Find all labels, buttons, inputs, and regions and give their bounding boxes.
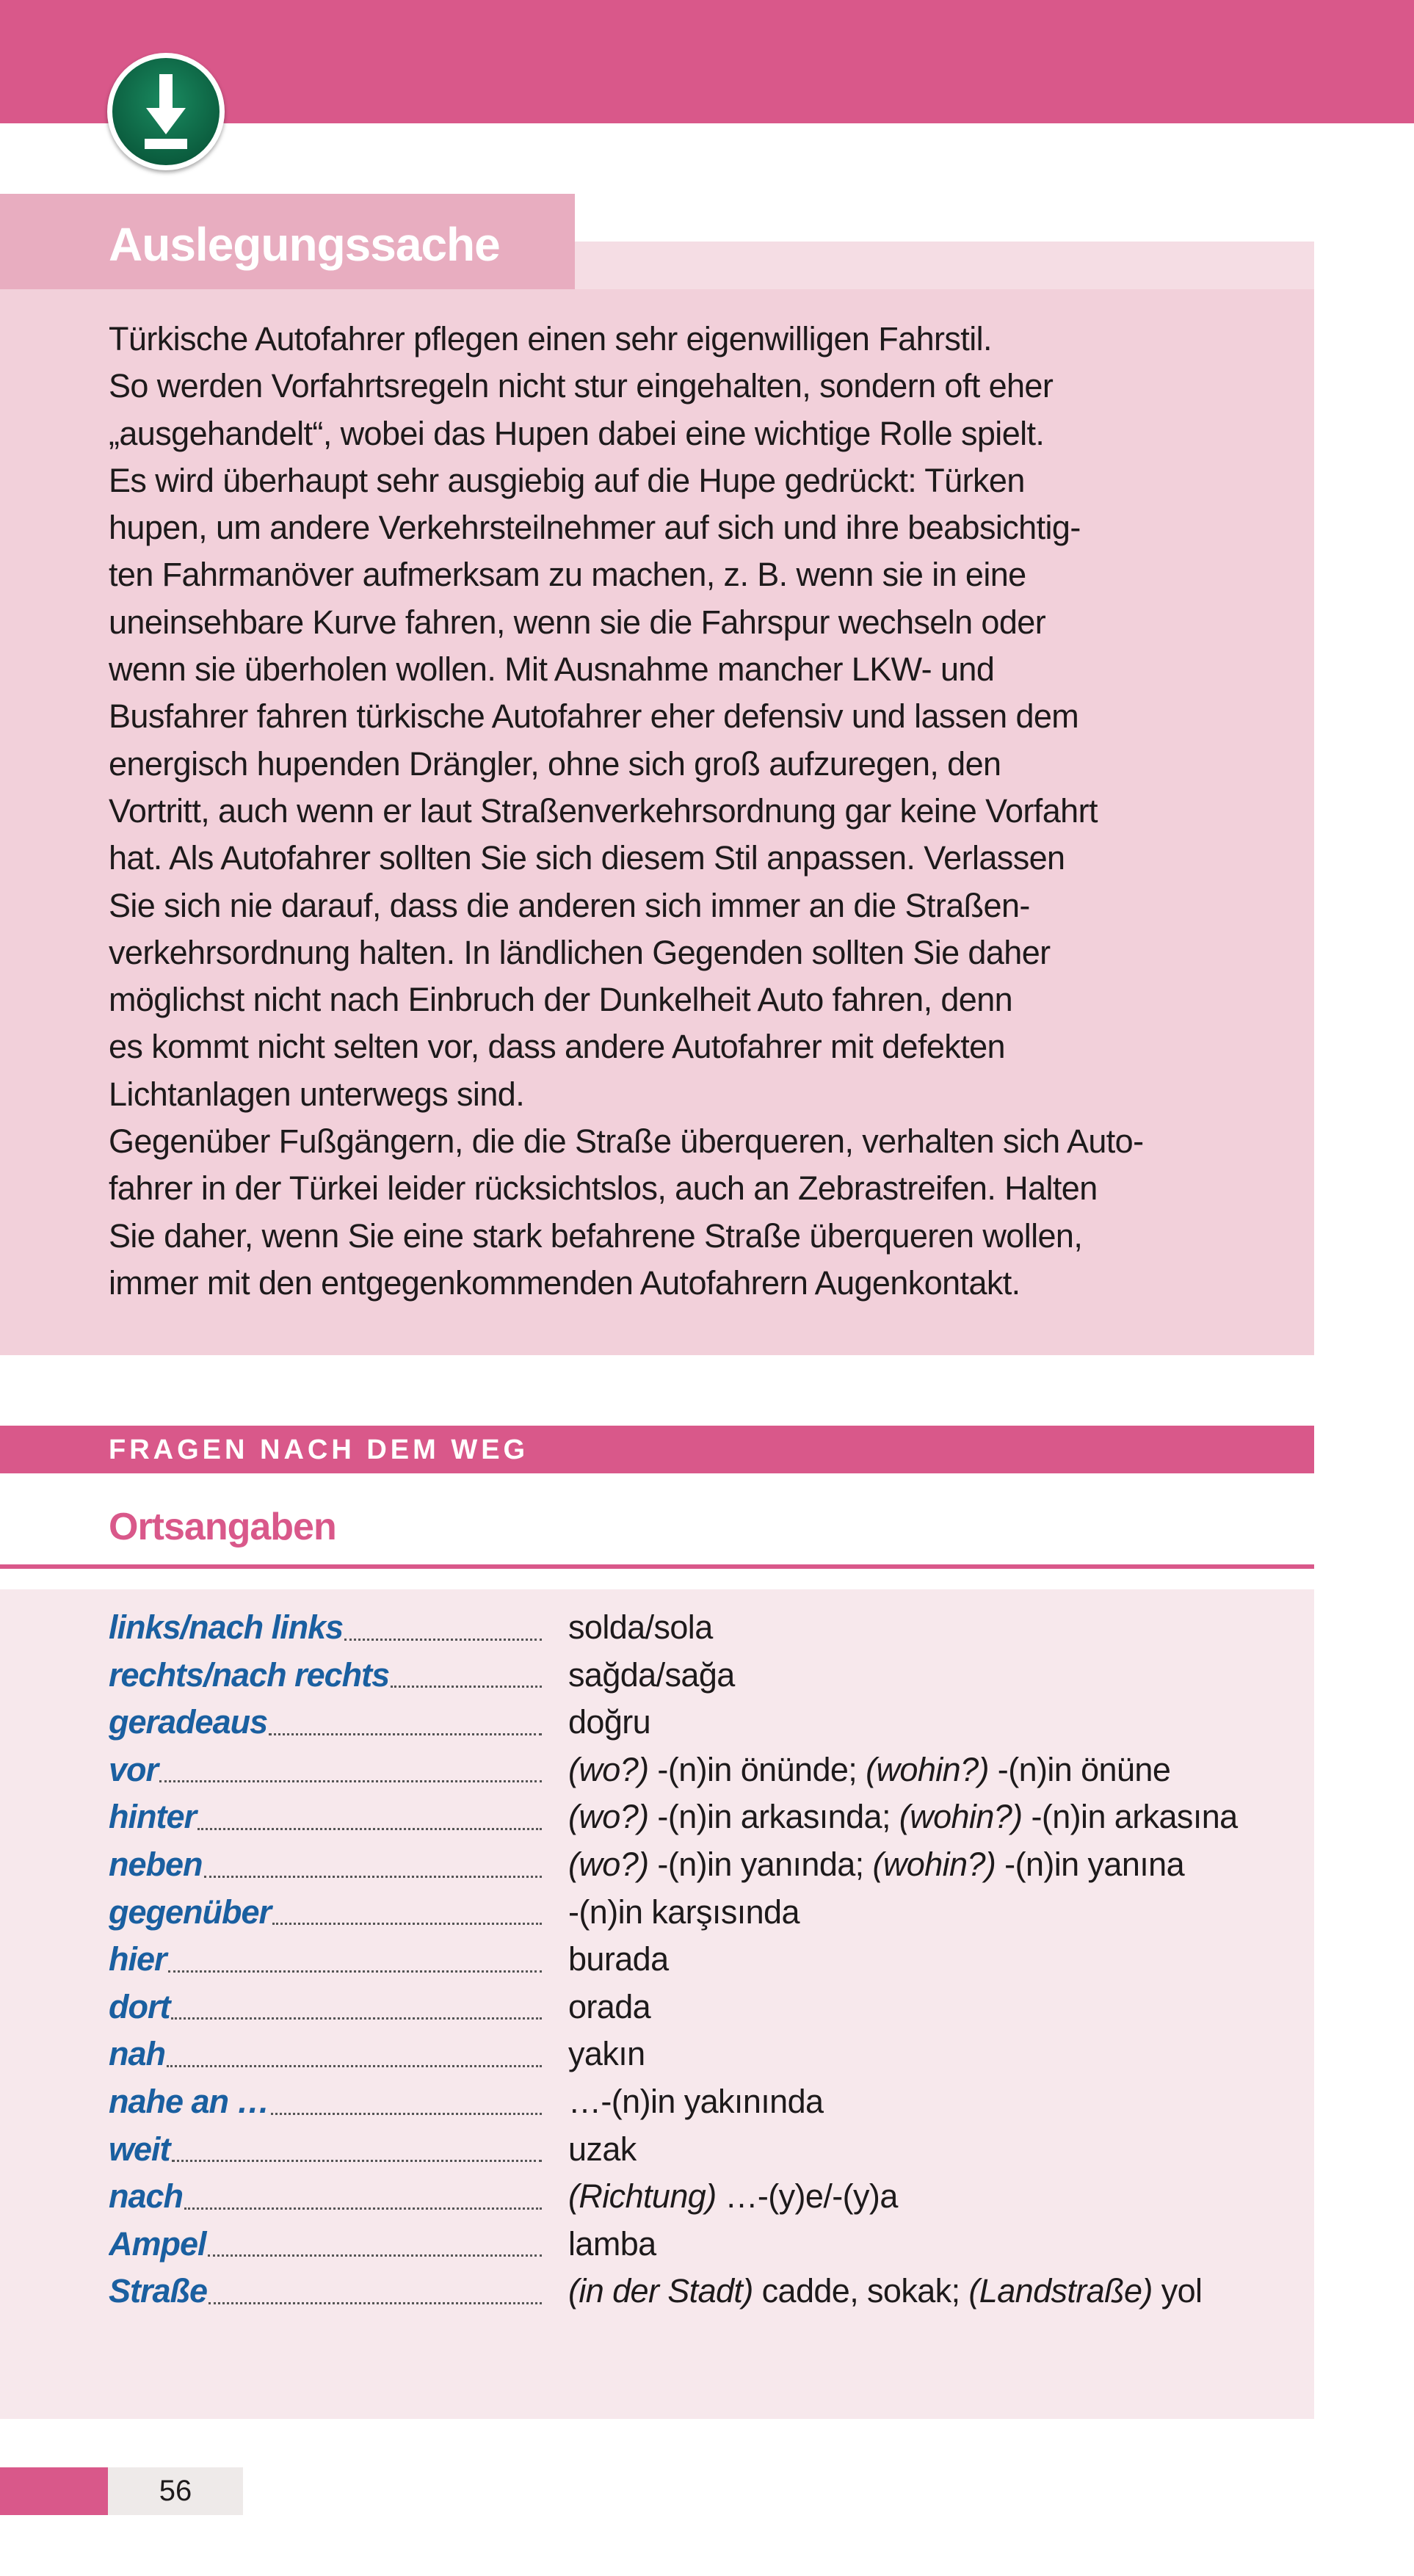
infobox-title-box [0,194,575,289]
vocab-row [109,2221,1283,2268]
dot-leader [168,1936,542,1973]
text-line: Sie daher, wenn Sie eine stark befahrene Straße überqueren wollen, [109,1216,1083,1255]
vocab-row [109,1604,1283,1652]
german-term-text: links/nach links [109,1608,344,1646]
translation-text: solda/sola [568,1608,713,1646]
translation-text: -(n)in karşısında [568,1893,800,1931]
german-term [109,2268,542,2315]
german-term-text: neben [109,1845,203,1883]
usage-note: (wohin?) [866,1750,989,1788]
dot-leader [171,1984,542,2020]
text-line: es kommt nicht selten vor, dass andere Autofahrer mit defekten [109,1028,1005,1066]
vocab-row [109,1699,1283,1746]
vocab-row [109,2078,1283,2126]
vocab-row [109,1889,1283,1937]
download-icon[interactable] [107,53,225,170]
translation-text: -(n)in arkasına [1022,1798,1238,1836]
turkish-translation [568,2126,1273,2174]
german-term-text: Straße [109,2272,208,2310]
vocab-row [109,2268,1283,2315]
translation-text: burada [568,1940,669,1978]
translation-text: -(n)in yanında; [648,1845,873,1883]
text-line: möglichst nicht nach Einbruch der Dunkelheit Auto fahren, denn [109,981,1013,1019]
usage-note: (Richtung) [568,2177,717,2216]
infobox-body [0,289,1314,1355]
turkish-translation [568,1699,1273,1746]
page-marker [0,2467,108,2515]
turkish-translation [568,2221,1273,2268]
translation-text: orada [568,1987,651,2025]
vocab-row [109,2126,1283,2174]
usage-note: (Landstraße) [968,2272,1153,2310]
text-line: ten Fahrmanöver aufmerksam zu machen, z. B. wenn sie in eine [109,556,1026,594]
vocab-row [109,1841,1283,1889]
translation-text: yol [1152,2272,1203,2310]
turkish-translation [568,1652,1273,1699]
translation-text: uzak [568,2130,637,2168]
german-term [109,1604,542,1652]
turkish-translation [568,2173,1273,2221]
german-term [109,1746,542,1794]
translation-text: -(n)in önüne [988,1750,1171,1788]
turkish-translation [568,2268,1273,2315]
translation-text: -(n)in önünde; [648,1750,866,1788]
text-line: wenn sie überholen wollen. Mit Ausnahme mancher LKW- und [109,650,995,689]
text-line: hat. Als Autofahrer sollten Sie sich diesem Stil anpassen. Verlassen [109,839,1065,877]
translation-text: doğru [568,1703,651,1741]
text-line: verkehrsordnung halten. In ländlichen Gegenden sollten Sie daher [109,933,1051,971]
text-line: Sie sich nie darauf, dass die anderen sich immer an die Straßen- [109,886,1030,924]
translation-text: …-(y)e/-(y)a [716,2177,898,2216]
german-term-text: dort [109,1987,170,2025]
vocab-row [109,2173,1283,2221]
german-term-text: rechts/nach rechts [109,1655,390,1694]
page-number: 56 [108,2467,243,2515]
subheading: Ortsangaben [109,1506,336,1548]
translation-text: sağda/sağa [568,1655,735,1694]
text-line: Lichtanlagen unterwegs sind. [109,1075,525,1113]
turkish-translation [568,1841,1273,1889]
dot-leader [272,1889,542,1926]
german-term-text: nach [109,2177,184,2216]
german-term-text: geradeaus [109,1703,268,1741]
german-term-text: hinter [109,1798,197,1836]
usage-note: (wo?) [568,1750,649,1788]
german-term-text: gegenüber [109,1893,272,1931]
german-term [109,2126,542,2174]
usage-note: (wo?) [568,1845,649,1883]
turkish-translation [568,1936,1273,1984]
text-line: So werden Vorfahrtsregeln nicht stur eingehalten, sondern oft eher [109,367,1054,405]
text-line: „ausgehandelt“, wobei das Hupen dabei eine wichtige Rolle spielt. [109,414,1045,452]
german-term [109,1793,542,1841]
dot-leader [167,2031,542,2067]
german-term [109,2173,542,2221]
turkish-translation [568,1604,1273,1652]
text-line: Gegenüber Fußgängern, die die Straße überqueren, verhalten sich Auto- [109,1122,1144,1161]
dot-leader [344,1604,542,1641]
dot-leader [172,2126,542,2163]
translation-text: -(n)in yanına [996,1845,1185,1883]
dot-leader [209,2268,542,2304]
turkish-translation [568,2078,1273,2126]
german-term [109,1652,542,1699]
dot-leader [271,2078,542,2115]
usage-note: (in der Stadt) [568,2272,753,2310]
german-term [109,2031,542,2078]
german-term [109,1984,542,2031]
turkish-translation [568,1793,1273,1841]
infobox-title: Auslegungssache [109,218,500,271]
title-strip [575,242,1314,289]
dot-leader [184,2173,542,2210]
text-line: energisch hupenden Drängler, ohne sich groß aufzuregen, den [109,744,1001,783]
text-line: Türkische Autofahrer pflegen einen sehr eigenwilligen Fahrstil. [109,320,992,358]
german-term-text: nahe an … [109,2082,269,2120]
vocab-row [109,1793,1283,1841]
usage-note: (wohin?) [899,1798,1023,1836]
vocab-row [109,1652,1283,1699]
usage-note: (wohin?) [872,1845,996,1883]
turkish-translation [568,1889,1273,1937]
usage-note: (wo?) [568,1798,649,1836]
infobox-text [109,316,1144,1307]
vocab-list [0,1589,1314,2419]
turkish-translation [568,1984,1273,2031]
text-line: Es wird überhaupt sehr ausgiebig auf die Hupe gedrückt: Türken [109,461,1025,499]
dot-leader [159,1746,542,1783]
turkish-translation [568,1746,1273,1794]
german-term-text: Ampel [109,2224,206,2263]
turkish-translation [568,2031,1273,2078]
german-term [109,1841,542,1889]
text-line: fahrer in der Türkei leider rücksichtslos, auch an Zebrastreifen. Halten [109,1169,1098,1208]
german-term-text: vor [109,1750,159,1788]
text-line: uneinsehbare Kurve fahren, wenn sie die Fahrspur wechseln oder [109,603,1046,641]
dot-leader [269,1699,542,1735]
dot-leader [197,1793,542,1830]
text-line: Vortritt, auch wenn er laut Straßenverkehrsordnung gar keine Vorfahrt [109,791,1098,830]
translation-text: …-(n)in yakınında [568,2082,824,2120]
dot-leader [208,2221,542,2257]
german-term [109,1936,542,1984]
vocab-row [109,1936,1283,1984]
german-term [109,2221,542,2268]
subheading-rule [0,1564,1314,1569]
translation-text: yakın [568,2035,645,2073]
german-term [109,1699,542,1746]
translation-text: -(n)in arkasında; [648,1798,899,1836]
german-term-text: weit [109,2130,170,2168]
german-term-text: nah [109,2035,166,2073]
translation-text: cadde, sokak; [753,2272,969,2310]
german-term [109,2078,542,2126]
section-title: FRAGEN NACH DEM WEG [109,1434,529,1465]
text-line: Busfahrer fahren türkische Autofahrer eher defensiv und lassen dem [109,697,1079,736]
section-bar [0,1426,1314,1473]
vocab-row [109,1746,1283,1794]
text-line: immer mit den entgegenkommenden Autofahrern Augenkontakt. [109,1263,1020,1302]
translation-text: lamba [568,2224,656,2263]
vocab-row [109,1984,1283,2031]
german-term [109,1889,542,1937]
vocab-row [109,2031,1283,2078]
german-term-text: hier [109,1940,167,1978]
text-line: hupen, um andere Verkehrsteilnehmer auf sich und ihre beabsichtig- [109,509,1081,547]
dot-leader [204,1841,542,1878]
dot-leader [391,1652,542,1688]
